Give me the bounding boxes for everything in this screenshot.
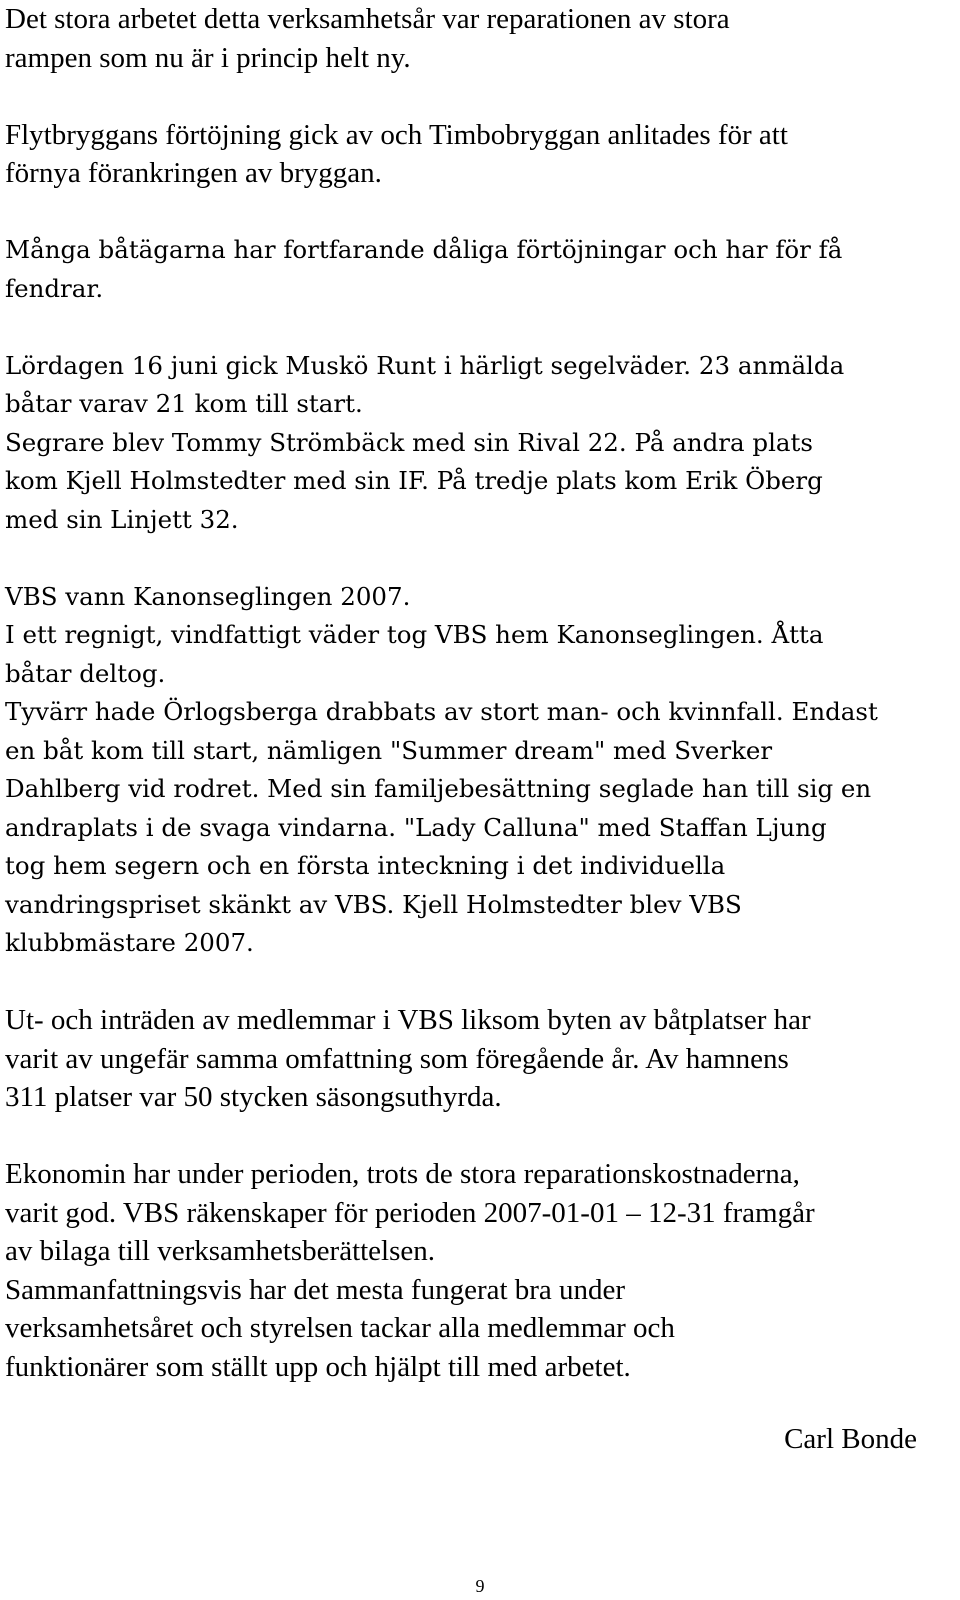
text-line: båtar deltog. [5,658,166,688]
signature: Carl Bonde [784,1423,917,1455]
text-line: Ekonomin har under perioden, trots de stora reparationskostnaderna, [5,1158,800,1190]
paragraph-floating-dock [5,116,950,193]
text-line: Sammanfattningsvis har det mesta fungerat bra under [5,1273,626,1306]
text-line: fendrar. [5,273,104,303]
text-line: VBS vann Kanonseglingen 2007. [5,581,411,611]
text-line: Segrare blev Tommy Strömbäck med sin Rival 22. På andra plats [5,427,813,457]
text-line: klubbmästare 2007. [5,928,254,957]
text-line: varit god. VBS räkenskaper för perioden 2007-01-01 – 12-31 framgår [5,1196,815,1229]
text-line: med sin Linjett 32. [5,504,239,534]
text-line: Dahlberg vid rodret. Med sin familjebesättning seglade han till sig en [5,774,872,803]
text-line: Flytbryggans förtöjning gick av och Timbobryggan anlitades för att [5,118,788,151]
paragraph-ramp-repair [5,0,950,77]
text-line: 311 platser var 50 stycken säsongsuthyrda. [5,1081,502,1113]
text-line: båtar varav 21 kom till start. [5,389,363,418]
text-line: varit av ungefär samma omfattning som föregående år. Av hamnens [5,1042,789,1075]
text-line: andraplats i de svaga vindarna. "Lady Calluna" med Staffan Ljung [5,812,827,842]
text-line: av bilaga till verksamhetsberättelsen. [5,1235,436,1267]
paragraph-musko-runt [5,347,950,540]
text-line: I ett regnigt, vindfattigt väder tog VBS hem Kanonseglingen. Åtta [5,620,824,649]
text-line: tog hem segern och en första inteckning i det individuella [5,851,726,880]
text-line: Många båtägarna har fortfarande dåliga förtöjningar och har för få [5,235,843,264]
page-number: 9 [475,1576,485,1596]
text-line: kom Kjell Holmstedter med sin IF. På tredje plats kom Erik Öberg [5,466,823,495]
text-line: Lördagen 16 juni gick Muskö Runt i härligt segelväder. 23 anmälda [5,350,845,380]
text-line: vandringspriset skänkt av VBS. Kjell Holmstedter blev VBS [5,889,742,919]
text-line: rampen som nu är i princip helt ny. [5,41,411,74]
document-page [5,0,950,1386]
text-line: förnya förankringen av bryggan. [5,157,382,189]
text-line: Det stora arbetet detta verksamhetsår var reparationen av stora [5,3,730,35]
paragraph-mooring [5,231,950,308]
text-line: Tyvärr hade Örlogsberga drabbats av stort man- och kvinnfall. Endast [5,697,878,726]
text-line: Ut- och inträden av medlemmar i VBS liksom byten av båtplatser har [5,1004,811,1036]
text-line: en båt kom till start, nämligen "Summer dream" med Sverker [5,735,773,765]
text-line: funktionärer som ställt upp och hjälpt till med arbetet. [5,1350,631,1383]
text-line: verksamhetsåret och styrelsen tackar alla medlemmar och [5,1312,675,1344]
paragraph-kanonseglingen [5,578,950,963]
paragraph-membership [5,1001,950,1117]
paragraph-economy-summary [5,1155,950,1386]
